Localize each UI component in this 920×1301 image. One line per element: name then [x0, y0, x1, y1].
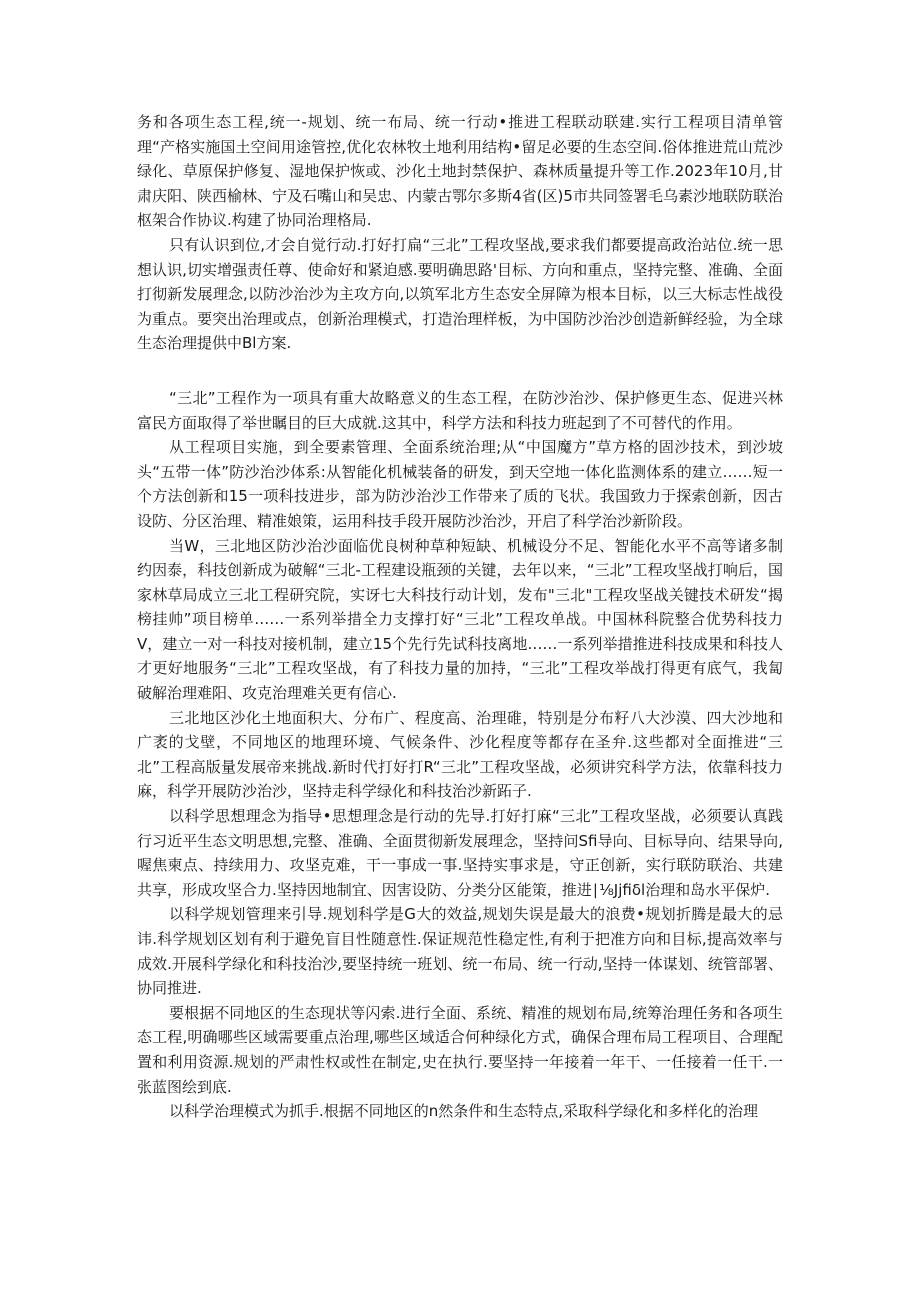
paragraph-2: 只有认识到位,才会自觉行动.打好打扁“三北”工程攻坚战,要求我们都要提高政治站位.统一思想认识,切实增强责任尊、使命好和紧迫感.要明确思路'目标、方向和重点，坚持完整、准确、全面打彻新发展理念,以防沙治沙为主攻方向,以筑军北方生态安全屏障为根本目标，以三大标志性战役为重点。要突出治理或点，创新治理模式，打造治理样板，为中国防沙治沙创造新鲜经验，为全球生态治理提供中Bl方案. — [137, 235, 783, 353]
paragraph-7: 以科学思想理念为指导•思想理念是行动的先导.打好打麻“三北”工程攻坚战，必须要认真践行习近平生态文明思想,完整、准确、全面贯彻新发展理念，坚持问Sfi导向、目标导向、结果导向,喔焦柬点、持续用力、攻坚克难，干一事成一事.坚持实事求是，守正创新，实行联防联治、共建共享，形成攻坚合力.坚持因地制宜、因害设防、分类分区能策，推进∣⅛Jjfiδl治理和岛水平保炉. — [137, 807, 783, 899]
paragraph-8: 以科学规划管理来引导.规划科学是G大的效益,规划失误是最大的浪费•规划折腾是最大的忌讳.科学规划区划有利于避免盲目性随意性.保证规范性稳定性,有利于把准方向和目标,提高效率与成效.开展科学绿化和科技治沙,要坚持统一班划、统一布局、统一行动,坚持一体谋划、统管部署、协同推进. — [137, 905, 783, 998]
paragraph-1: 务和各项生态工程,统一-规划、统一布局、统一行动•推进工程联动联建.实行工程项目清单管理“产格实施国土空间用途管控,优化农林牧土地利用结构•留足必要的生态空间.俗体推进荒山荒沙绿化、草原保护修复、湿地保护恢或、沙化土地封禁保护、森林质量提升等工作.2023年10月,甘肃庆阳、陕西榆林、宁及石嘴山和吴忠、内蒙古鄂尔多斯4省(区)5市共同签署毛乌素沙地联防联治枢架合作协议.构建了协同治理格局. — [137, 113, 783, 230]
paragraph-3: “三北”工程作为一项具有重大故略意义的生态工程，在防沙治沙、保护修更生态、促进兴林富民方面取得了举世瞩目的巨大成就.这其中，科学方法和科技力班起到了不可替代的作用。 — [137, 388, 783, 432]
paragraph-9: 要根据不同地区的生态现状等闪索.进行全面、系统、精准的规划布局,统筹治理任务和各项生态工程,明确哪些区域需要重点治理,哪些区域适合何种绿化方式，确保合理布局工程项目、合理配置和利用资源.规划的严肃性权或性在制定,史在执行.要坚持一年接着一年干、一任接着一任干.一张蓝图绘到底. — [137, 1003, 783, 1096]
paragraph-10: 以科学治理模式为抓手.根据不同地区的n然条件和生态特点,采取科学绿化和多样化的治理 — [169, 1102, 759, 1121]
paragraph-6: 三北地区沙化土地面积大、分布广、程度高、治理碓，特别是分布籽八大沙漠、四大沙地和广袤的戈壁，不同地区的地理环境、气候条件、沙化程度等都存在圣弁.这些都对全面推进“三北”工程高版量发展帝来挑战.新时代打好打R“三北”工程攻坚战，必须讲究科学方法，依靠科技力麻，科学开展防沙治沙，坚持走科学绿化和科技治沙新跖子. — [137, 708, 783, 801]
article-body — [137, 110, 783, 1124]
paragraph-5: 当W，三北地区防沙治沙面临优良树种草种短缺、机械设分不足、智能化水平不高等诸多制约因泰，科技创新成为破解“三北-工程建设瓶颈的关键，去年以来，“三北”工程攻坚战打响后，国家林草局成立三北工程研究院，实讶七大科技行动计划，发布"三北"工程攻坚战关键技术研发“揭榜挂帅”项目榜单……一系列举措全力支撑打好“三北”工程攻单战。中国林科院整合优势科技力V，建立一对一科技对接机制，建立15个先行先试科技离地……一系列举措推进科技成果和科技人才更好地服务“三北”工程攻坚战，有了科技力量的加持，“三北”工程攻举战打得更有底气，我匐破解治理难阳、攻克治理难关更有信心. — [137, 536, 783, 703]
paragraph-gap — [137, 356, 783, 386]
paragraph-4: 从工程项目实施，到全要素管理、全面系统治理;从“中国魔方”草方格的固沙技术，到沙坡头“五带一体”防沙治沙体系:从智能化机械装备的研发，到天空地一体化监测体系的建立……短一个方法创新和15一项科技进步，部为防沙治沙工作带来了质的飞状。我国致力于探索创新，因古设防、分区治理、精准娘策，运用科技手段开展防沙治沙，开启了科学治沙新阶段。 — [137, 438, 783, 530]
